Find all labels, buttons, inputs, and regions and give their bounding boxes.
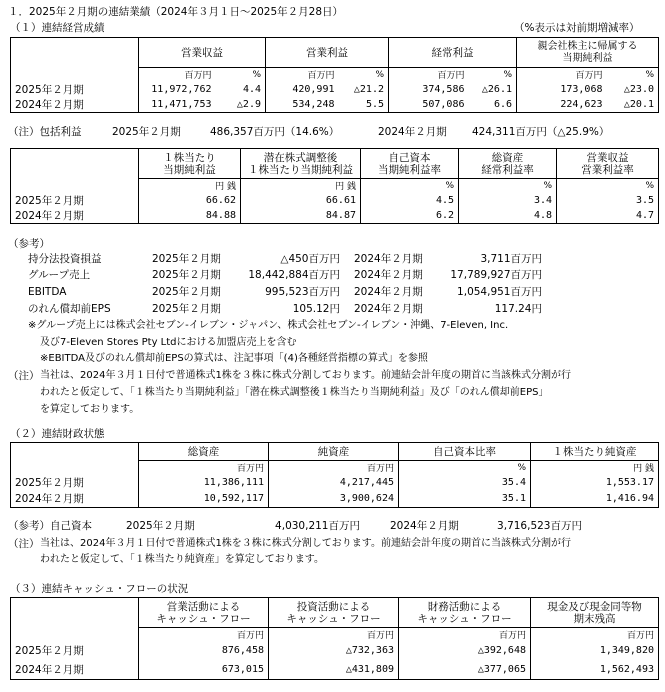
- value-cell: 224,623: [517, 97, 607, 113]
- unit-cell: %: [459, 179, 557, 193]
- value-cell: 10,592,117: [139, 491, 269, 508]
- unit-cell: %: [607, 68, 659, 82]
- value-cell: 4,217,445: [269, 475, 399, 491]
- unit-cell: %: [557, 179, 659, 193]
- value-cell: 35.4: [399, 475, 531, 491]
- comprehensive-period-2: 2024年２月期: [378, 126, 447, 138]
- header-operating-cf: 営業活動による キャッシュ・フロー: [139, 598, 269, 628]
- per-share-table: [10, 148, 659, 224]
- corner-cell: [11, 443, 139, 461]
- unit-blank: [11, 68, 139, 82]
- unit-blank: [11, 628, 139, 642]
- header-operating-margin: 営業収益 営業利益率: [557, 149, 659, 179]
- value-cell: 11,471,753: [139, 97, 216, 113]
- ref-value: 117.24円: [494, 303, 542, 315]
- value-cell: 84.87: [241, 208, 361, 224]
- unit-cell: 百万円: [139, 68, 216, 82]
- value-cell: 35.1: [399, 491, 531, 508]
- value-cell: 3.4: [459, 193, 557, 208]
- reference-note: 及び7-Eleven Stores Pty Ltdにおける加盟店売上を含む: [40, 337, 297, 348]
- value-cell: 5.5: [339, 97, 389, 113]
- row-label: 2025年２月期: [11, 82, 139, 97]
- value-cell: 4.4: [216, 82, 266, 97]
- ref-name: グループ売上: [28, 269, 91, 281]
- row-label: 2025年２月期: [11, 642, 139, 660]
- section-title: １．2025年２月期の連結業績（2024年３月１日～2025年２月28日）: [8, 6, 344, 18]
- unit-blank: [11, 461, 139, 475]
- cash-flow-table: [10, 597, 659, 680]
- value-cell: 3,900,624: [269, 491, 399, 508]
- value-cell: 507,086: [389, 97, 469, 113]
- note-line: われたと仮定して、「１株当たり純資産」を算定しております。: [40, 554, 324, 565]
- value-cell: △26.1: [469, 82, 517, 97]
- sub3-title: （３）連結キャッシュ・フローの状況: [10, 583, 189, 595]
- unit-cell: %: [339, 68, 389, 82]
- ref-period: 2024年２月期: [354, 303, 423, 315]
- note-label: （注）: [8, 370, 40, 382]
- ref-value: 1,054,951百万円: [457, 286, 542, 298]
- header-net-income: 親会社株主に帰属する 当期純利益: [517, 38, 659, 68]
- header-bps: １株当たり純資産: [531, 443, 659, 461]
- value-cell: △732,363: [269, 642, 399, 660]
- ref-value: 995,523百万円: [265, 286, 340, 298]
- note-line: 当社は、2024年３月１日付で普通株式1株を３株に株式分割しております。前連結会計年度の期首に当該株式分割が行: [40, 538, 572, 549]
- sub1-note: （%表示は対前期増減率）: [514, 22, 640, 34]
- value-cell: △21.2: [339, 82, 389, 97]
- unit-cell: 百万円: [139, 628, 269, 642]
- value-cell: 1,562,493: [531, 660, 659, 680]
- value-cell: △23.0: [607, 82, 659, 97]
- unit-cell: 百万円: [266, 68, 339, 82]
- value-cell: 1,553.17: [531, 475, 659, 491]
- value-cell: 1,349,820: [531, 642, 659, 660]
- unit-cell: 百万円: [269, 461, 399, 475]
- header-equity-ratio: 自己資本比率: [399, 443, 531, 461]
- value-cell: 66.62: [139, 193, 241, 208]
- value-cell: 4.5: [361, 193, 459, 208]
- row-label: 2024年２月期: [11, 491, 139, 508]
- value-cell: 534,248: [266, 97, 339, 113]
- row-label: 2024年２月期: [11, 97, 139, 113]
- ref-value: 3,711百万円: [480, 253, 542, 265]
- corner-cell: [11, 149, 139, 179]
- ref-period: 2025年２月期: [152, 303, 221, 315]
- sub1-title: （１）連結経営成績: [10, 22, 105, 34]
- header-roe: 自己資本 当期純利益率: [361, 149, 459, 179]
- value-cell: 66.61: [241, 193, 361, 208]
- value-cell: △392,648: [399, 642, 531, 660]
- ref-value: 18,442,884百万円: [248, 269, 340, 281]
- ref-period: 2024年２月期: [354, 253, 423, 265]
- row-label: 2024年２月期: [11, 208, 139, 224]
- note-line: を算定しております。: [40, 404, 140, 415]
- operating-results-table: [10, 37, 659, 113]
- header-financing-cf: 財務活動による キャッシュ・フロー: [399, 598, 531, 628]
- value-cell: △20.1: [607, 97, 659, 113]
- unit-cell: 百万円: [389, 68, 469, 82]
- value-cell: △377,065: [399, 660, 531, 680]
- header-roa: 総資産 経常利益率: [459, 149, 557, 179]
- comprehensive-value-2: 424,311百万円（△25.9%）: [472, 126, 610, 138]
- row-label: 2025年２月期: [11, 193, 139, 208]
- value-cell: △431,809: [269, 660, 399, 680]
- ref-period: 2024年２月期: [354, 269, 423, 281]
- value-cell: 11,386,111: [139, 475, 269, 491]
- ref-period: 2025年２月期: [152, 269, 221, 281]
- value-cell: 84.88: [139, 208, 241, 224]
- value-cell: 374,586: [389, 82, 469, 97]
- unit-cell: 百万円: [517, 68, 607, 82]
- value-cell: 673,015: [139, 660, 269, 680]
- header-ordinary-income: 経常利益: [389, 38, 517, 68]
- ref-name: EBITDA: [28, 286, 67, 298]
- ref-value: △450百万円: [280, 253, 340, 265]
- ref-period: 2024年２月期: [354, 286, 423, 298]
- header-investing-cf: 投資活動による キャッシュ・フロー: [269, 598, 399, 628]
- unit-cell: 百万円: [399, 628, 531, 642]
- header-total-assets: 総資産: [139, 443, 269, 461]
- ref-period: 2025年２月期: [152, 253, 221, 265]
- equity-ref-period-2: 2024年２月期: [390, 520, 459, 532]
- comprehensive-value-1: 486,357百万円（14.6%）: [210, 126, 340, 138]
- reference-note: ※グループ売上には株式会社セブン‐イレブン・ジャパン、株式会社セブン‐イレブン・沖縄、7-Eleven, Inc.: [28, 320, 509, 331]
- unit-cell: 円 銭: [241, 179, 361, 193]
- value-cell: 6.2: [361, 208, 459, 224]
- header-cash-balance: 現金及び現金同等物 期末残高: [531, 598, 659, 628]
- header-eps: １株当たり 当期純利益: [139, 149, 241, 179]
- equity-ref-value-2: 3,716,523百万円: [497, 520, 582, 532]
- note-label: （注）: [8, 538, 40, 550]
- reference-title: （参考）: [8, 238, 50, 250]
- equity-ref-label: （参考）自己資本: [8, 520, 92, 532]
- header-net-assets: 純資産: [269, 443, 399, 461]
- equity-ref-period-1: 2025年２月期: [126, 520, 195, 532]
- comprehensive-period-1: 2025年２月期: [112, 126, 181, 138]
- header-diluted-eps: 潜在株式調整後 １株当たり当期純利益: [241, 149, 361, 179]
- value-cell: 11,972,762: [139, 82, 216, 97]
- header-revenue: 営業収益: [139, 38, 266, 68]
- row-label: 2024年２月期: [11, 660, 139, 680]
- ref-name: のれん償却前EPS: [28, 303, 111, 315]
- header-operating-income: 営業利益: [266, 38, 389, 68]
- value-cell: 4.7: [557, 208, 659, 224]
- ref-value: 17,789,927百万円: [450, 269, 542, 281]
- unit-cell: 百万円: [139, 461, 269, 475]
- value-cell: 1,416.94: [531, 491, 659, 508]
- ref-value: 105.12円: [292, 303, 340, 315]
- unit-cell: %: [469, 68, 517, 82]
- unit-cell: 円 銭: [139, 179, 241, 193]
- unit-cell: %: [399, 461, 531, 475]
- corner-cell: [11, 598, 139, 628]
- unit-blank: [11, 179, 139, 193]
- value-cell: 173,068: [517, 82, 607, 97]
- unit-cell: %: [361, 179, 459, 193]
- financial-position-table: [10, 442, 659, 508]
- value-cell: 420,991: [266, 82, 339, 97]
- ref-name: 持分法投資損益: [28, 253, 102, 265]
- note-line: 当社は、2024年３月１日付で普通株式1株を３株に株式分割しております。前連結会計年度の期首に当該株式分割が行: [40, 370, 572, 381]
- unit-cell: 百万円: [269, 628, 399, 642]
- comprehensive-label: （注）包括利益: [8, 126, 82, 138]
- unit-cell: 円 銭: [531, 461, 659, 475]
- ref-period: 2025年２月期: [152, 286, 221, 298]
- unit-cell: %: [216, 68, 266, 82]
- row-label: 2025年２月期: [11, 475, 139, 491]
- value-cell: 3.5: [557, 193, 659, 208]
- value-cell: 876,458: [139, 642, 269, 660]
- reference-note: ※EBITDA及びのれん償却前EPSの算式は、注記事項「(4)各種経営指標の算式」を参照: [40, 353, 428, 364]
- corner-cell: [11, 38, 139, 68]
- value-cell: 4.8: [459, 208, 557, 224]
- equity-ref-value-1: 4,030,211百万円: [275, 520, 360, 532]
- unit-cell: 百万円: [531, 628, 659, 642]
- sub2-title: （２）連結財政状態: [10, 428, 105, 440]
- value-cell: △2.9: [216, 97, 266, 113]
- value-cell: 6.6: [469, 97, 517, 113]
- note-line: われたと仮定して、「１株当たり当期純利益」「潜在株式調整後１株当たり当期純利益」及び「のれん償却前EPS」: [40, 387, 549, 398]
